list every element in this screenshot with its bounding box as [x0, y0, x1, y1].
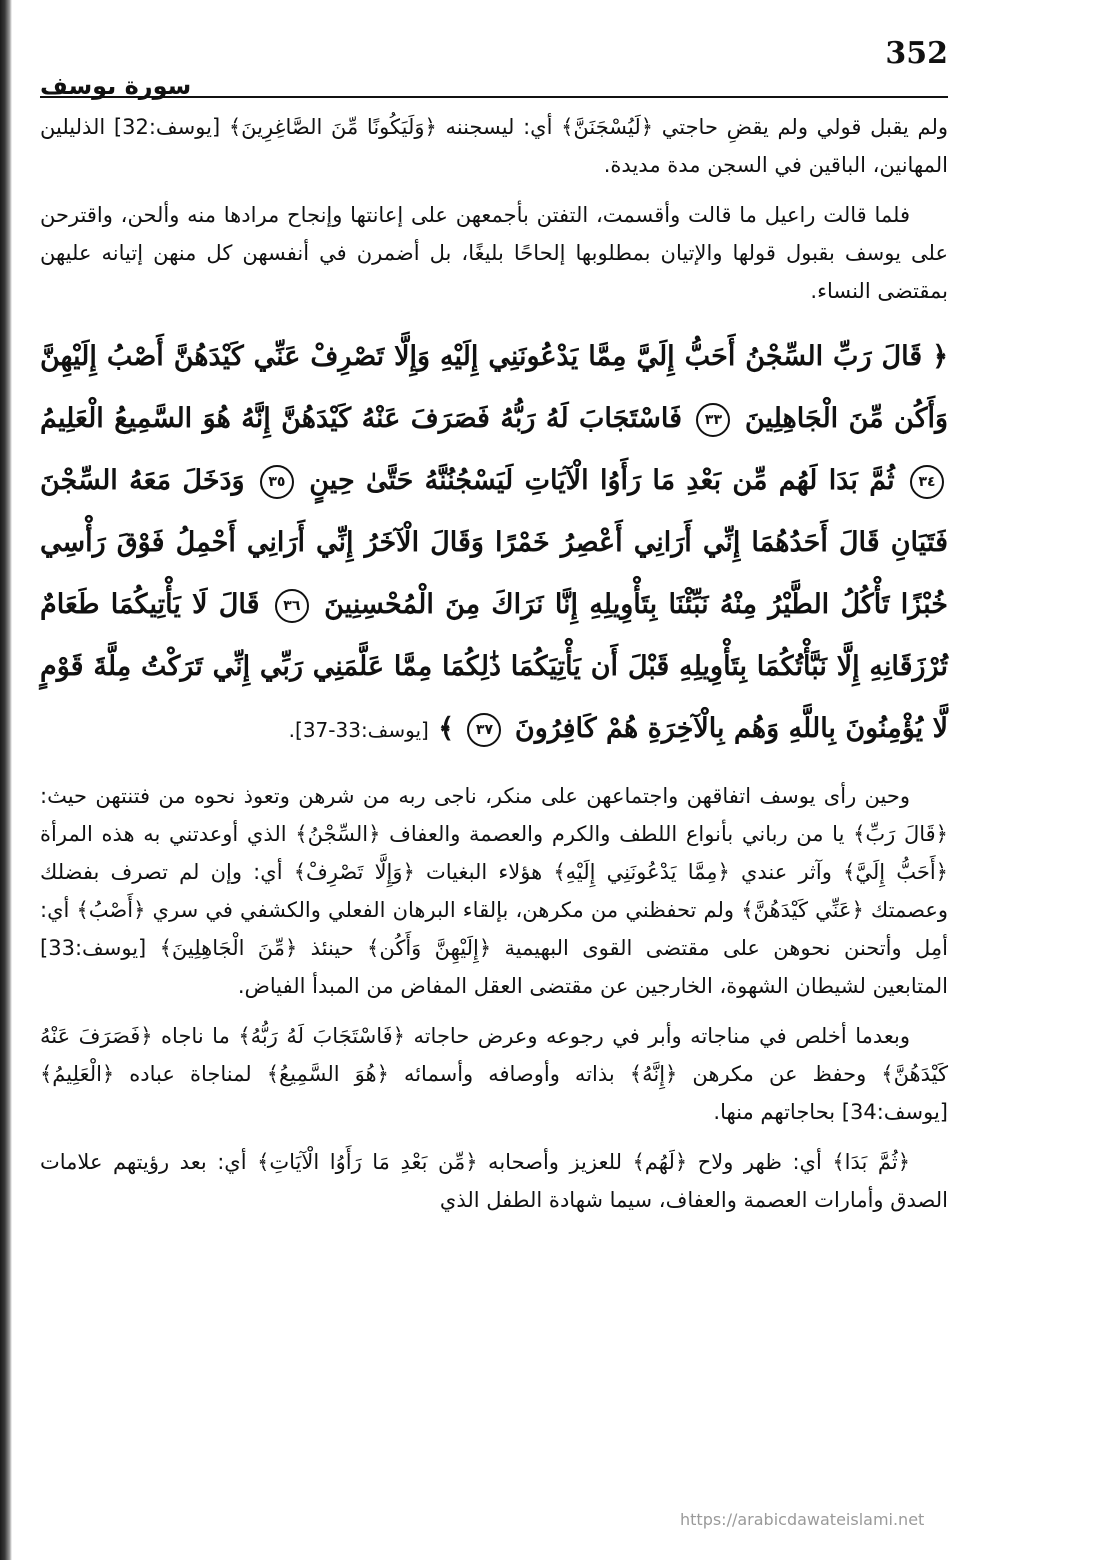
quran-ayah-35: ثُمَّ بَدَا لَهُم مِّن بَعْدِ مَا رَأَوُا الْآيَاتِ لَيَسْجُنُنَّهُ حَتَّىٰ حِينٍ: [309, 465, 895, 496]
ayah-number-33: ٣٣: [696, 403, 730, 437]
ayah-number-36: ٣٦: [275, 589, 309, 623]
header-divider: [40, 96, 948, 98]
quran-ayah-37: قَالَ لَا يَأْتِيكُمَا طَعَامٌ تُرْزَقَانِهِ إِلَّا نَبَّأْتُكُمَا بِتَأْوِيلِهِ قَبْلَ أَن يَأْتِيَكُمَا ذَٰلِكُمَا مِمَّا عَلَّمَنِي رَبِّي إِنِّي تَرَكْتُ مِلَّةَ قَوْمٍ لَّا يُؤْمِنُونَ بِاللَّهِ وَهُم بِالْآخِرَةِ هُمْ كَافِرُونَ: [40, 589, 948, 744]
page-number: 352: [885, 36, 948, 71]
quran-ayah-33: قَالَ رَبِّ السِّجْنُ أَحَبُّ إِلَيَّ مِمَّا يَدْعُونَنِي إِلَيْهِ وَإِلَّا تَصْرِفْ عَنِّي كَيْدَهُنَّ أَصْبُ إِلَيْهِنَّ وَأَكُن مِّنَ الْجَاهِلِينَ: [40, 341, 949, 434]
source-watermark: https://arabicdawateislami.net: [680, 1510, 925, 1529]
paragraph-3: وحين رأى يوسف اتفاقهن واجتماعهن على منكر، ناجى ربه من شرهن وتعوذ نحوه من فتنتهن حيث: ﴿قَالَ رَبِّ﴾ يا من رباني بأنواع اللطف والكرم والعصمة والعفاف ﴿السِّجْنُ﴾ الذي أوعدتني به هذه المرأة ﴿أَحَبُّ إِلَيَّ﴾ وآثر عندي ﴿مِمَّا يَدْعُونَنِي إِلَيْهِ﴾ هؤلاء البغيات ﴿وَإِلَّا تَصْرِفْ﴾ أي: وإن لم تصرف بفضلك وعصمتك ﴿عَنِّي كَيْدَهُنَّ﴾ ولم تحفظني من مكرهن، بإلقاء البرهان الفعلي والكشفي في سري ﴿أَصْبُ﴾ أي: أمِل وأتحنن نحوهن على مقتضى القوى البهيمية ﴿إِلَيْهِنَّ وَأَكُن﴾ حينئذ ﴿مِّنَ الْجَاهِلِينَ﴾ [يوسف:33] المتابعين لشيطان الشهوة، الخارجين عن مقتضى العقل المفاض من المبدأ الفياض.: [40, 784, 948, 998]
paragraph-5: ﴿ثُمَّ بَدَا﴾ أي: ظهر ولاح ﴿لَهُم﴾ للعزيز وأصحابه ﴿مِّن بَعْدِ مَا رَأَوُا الْآيَاتِ﴾ أي: بعد رؤيتهم علامات الصدق وأمارات العصمة والعفاف، سيما شهادة الطفل الذي: [40, 1150, 948, 1212]
quran-reference: [يوسف:33-37].: [288, 718, 429, 742]
quran-open-bracket: ﴿: [932, 341, 949, 372]
page-content: [40, 108, 948, 1231]
paragraph-1: ولم يقبل قولي ولم يقضِ حاجتي ﴿لَيُسْجَنَنَّ﴾ أي: ليسجننه ﴿وَلَيَكُونًا مِّنَ الصَّاغِرِينَ﴾ [يوسف:32] الذليلين المهانين، الباقين في السجن مدة مديدة.: [40, 115, 948, 177]
paragraph-2: فلما قالت راعيل ما قالت وأقسمت، التفتن بأجمعهن على إعانتها وإنجاح مرادها منه وألحن، واقترحن على يوسف بقبول قولها والإتيان بمطلوبها إلحاحًا بليغًا، بل أضمرن في أنفسهن كل منهن إتيانه عليهن بمقتضى النساء.: [40, 203, 948, 303]
surah-title: سورة يوسف: [40, 72, 192, 100]
book-binding-edge: [0, 0, 12, 1560]
ayah-number-37: ٣٧: [467, 713, 501, 747]
ayah-number-34: ٣٤: [910, 465, 944, 499]
ayah-number-35: ٣٥: [260, 465, 294, 499]
page-header: [40, 36, 948, 100]
book-page: [40, 36, 948, 1526]
quran-close-bracket: ﴾: [438, 713, 455, 744]
quran-ayah-34: فَاسْتَجَابَ لَهُ رَبُّهُ فَصَرَفَ عَنْهُ كَيْدَهُنَّ إِنَّهُ هُوَ السَّمِيعُ الْعَلِيمُ: [40, 403, 682, 434]
paragraph-4: وبعدما أخلص في مناجاته وأبر في رجوعه وعرض حاجاته ﴿فَاسْتَجَابَ لَهُ رَبُّهُ﴾ ما ناجاه ﴿فَصَرَفَ عَنْهُ كَيْدَهُنَّ﴾ وحفظ عن مكرهن ﴿إِنَّهُ﴾ بذاته وأوصافه وأسمائه ﴿هُوَ السَّمِيعُ﴾ لمناجاة عباده ﴿الْعَلِيمُ﴾ [يوسف:34] بحاجاتهم منها.: [40, 1024, 948, 1124]
quran-ayah-36: وَدَخَلَ مَعَهُ السِّجْنَ فَتَيَانِ قَالَ أَحَدُهُمَا إِنِّي أَرَانِي أَعْصِرُ خَمْرًا وَقَالَ الْآخَرُ إِنِّي أَرَانِي أَحْمِلُ فَوْقَ رَأْسِي خُبْزًا تَأْكُلُ الطَّيْرُ مِنْهُ نَبِّئْنَا بِتَأْوِيلِهِ إِنَّا نَرَاكَ مِنَ الْمُحْسِنِينَ: [40, 465, 948, 620]
quran-verses-block: [40, 326, 948, 761]
